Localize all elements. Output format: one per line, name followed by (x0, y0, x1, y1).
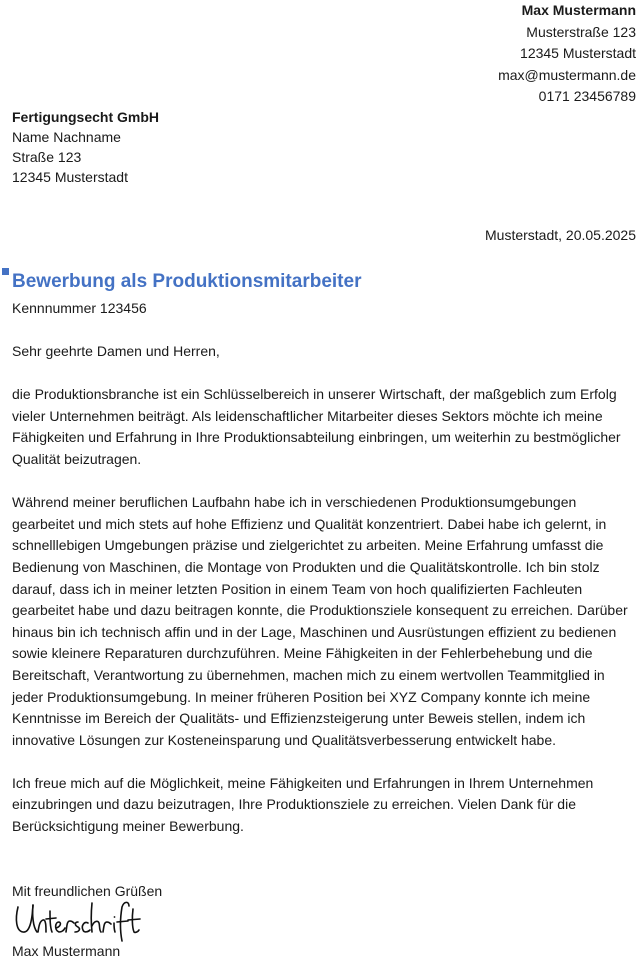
salutation: Sehr geehrte Damen und Herren, (12, 343, 220, 359)
recipient-city: 12345 Musterstadt (12, 169, 128, 185)
letter-subject: Bewerbung als Produktionsmitarbeiter (12, 271, 362, 292)
sender-city: 12345 Musterstadt (520, 45, 636, 61)
letter-date: Musterstadt, 20.05.2025 (485, 227, 636, 243)
recipient-company: Fertigungsecht GmbH (12, 109, 160, 125)
recipient-address-block (12, 107, 159, 187)
recipient-contact: Name Nachname (12, 129, 121, 145)
body-paragraph-1: die Produktionsbranche ist ein Schlüsselbereich in unserer Wirtschaft, der maßgeblich zum Erfolg vieler Unternehmen beiträgt. Als leidenschaftlicher Mitarbeiter dieses Sektors möchte ich meine Fähigkeiten und Erfahrung in Ihre Produktionsabteilung einbringen, um weiterhin zu bestmöglicher Qualität beizutragen. (12, 386, 621, 467)
sender-phone: 0171 23456789 (538, 88, 636, 104)
sender-name: Max Mustermann (521, 2, 636, 18)
signer-name: Max Mustermann (12, 943, 121, 959)
body-paragraph-2: Während meiner beruflichen Laufbahn habe ich in verschiedenen Produktionsumgebungen gearbeitet und mich stets auf hohe Effizienz und Qualität konzentriert. Dabei habe ich gelernt, in schnelllebigen Umgebungen präzise und zielgerichtet zu arbeiten. Meine Erfahrung umfasst die Bedienung von Maschinen, die Montage von Produkten und die Qualitätskontrolle. Ich bin stolz darauf, dass ich in meiner letzten Position in einem Team von hoch qualifizierten Fachleuten gearbeitet habe und dazu beitragen konnte, die Produktionsziele konsequent zu erreichen. Darüber hinaus bin ich technisch affin und in der Lage, Maschinen und Ausrüstungen effizient zu bedienen sowie kleinere Reparaturen durchzuführen. Meine Fähigkeiten in der Fehlerbehebung und die Bereitschaft, Verantwortung zu übernehmen, machen mich zu einem wertvollen Teammitglied in jeder Produktionsumgebung. In meiner früheren Position bei XYZ Company konnte ich meine Kenntnisse im Bereich der Qualitäts- und Effizienzsteigerung unter Beweis stellen, indem ich innovative Lösungen zur Kosteneinsparung und Qualitätsverbesserung entwickelt habe. (12, 494, 628, 748)
subject-marker-icon (2, 268, 9, 275)
closing-phrase: Mit freundlichen Grüßen (12, 883, 163, 899)
body-paragraph-3: Ich freue mich auf die Möglichkeit, meine Fähigkeiten und Erfahrungen in Ihrem Unternehmen einzubringen und dazu beizutragen, Ihre Produktionsziele zu erreichen. Vielen Dank für die Berücksichtigung meiner Bewerbung. (12, 774, 594, 835)
sender-address-block (498, 0, 636, 108)
handwritten-signature (12, 897, 162, 943)
recipient-street: Straße 123 (12, 149, 82, 165)
sender-street: Musterstraße 123 (526, 23, 636, 40)
sender-email: max@mustermann.de (498, 66, 636, 83)
letter-body (12, 341, 636, 859)
reference-number: Kennnummer 123456 (12, 300, 147, 316)
